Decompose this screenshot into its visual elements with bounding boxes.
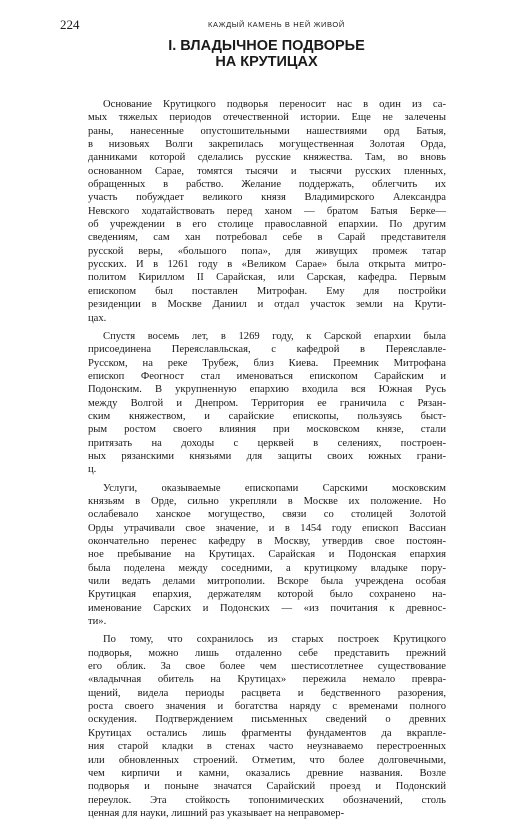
text-line: чем кирпичи и камни, оказались древние названия. Возле xyxy=(88,767,446,779)
text-line: или обновленных строений. Отметим, что более долговечными, xyxy=(88,754,446,766)
text-line: ния старой кладки в стенах часто неузнаваемо перестроенных xyxy=(88,741,446,753)
text-line: Крутицах остались лишь фрагменты фундаментов да вкрапле- xyxy=(88,727,446,739)
page-number: 224 xyxy=(60,17,80,32)
text-line: основанном Сарае, томятся тысячи и тысячи русских пленных, xyxy=(88,165,446,177)
text-line: именование Сарских и Подонских — «из почитания к древнос- xyxy=(88,602,446,614)
text-line: ное пребывание на Крутицах. Сарайская и Подонская епархия xyxy=(88,549,446,561)
text-line: обращенных в рабство. Желание поддержать, облегчить их xyxy=(88,179,446,191)
text-line: ослабевало ханское могущество, связи со столицей Золотой xyxy=(88,509,446,521)
text-line: епископ Феогност стал именоваться епископом Сарайским и xyxy=(88,370,446,382)
text-line: ценная для науки, лишний раз указывает на неправомер- xyxy=(88,807,345,819)
text-line: Подонским. В укрупненную епархию входила вся Южная Русь xyxy=(88,384,446,396)
chapter-title-line-2: НА КРУТИЦАХ xyxy=(215,54,318,70)
text-line: подворья и поныне значатся Сарайский проезд и Подонский xyxy=(88,781,446,793)
text-line: «владычная обитель на Крутицах» пережила немало превра- xyxy=(88,674,446,686)
text-line: Услуги, оказываемые епископами Сарскими московским xyxy=(103,482,446,494)
text-line: мых тяжелых периодов отечественной истории. Еще не залечены xyxy=(88,112,446,124)
text-line: участь побуждает великого князя Владимирского Александра xyxy=(88,192,446,204)
chapter-title xyxy=(60,38,473,70)
text-line: епископом был поставлен Митрофан. Ему для постройки xyxy=(88,285,446,297)
text-line: русской веры, «большого попа», для живущих промеж татар xyxy=(88,245,446,257)
running-head: КАЖДЫЙ КАМЕНЬ В НЕЙ ЖИВОЙ xyxy=(208,20,345,29)
text-line: окончательно перенес кафедру в Москву, утвердив свое постоян- xyxy=(88,536,446,547)
text-line: сведениям, сам хан потребовал себе в Сарай представителя xyxy=(88,232,446,244)
text-line: подворья, можно лишь отдаленно себе представить прежний xyxy=(88,647,446,659)
text-line: между Волгой и Днепром. Территория ее граничила с Рязан- xyxy=(88,397,446,409)
text-line: щений, видела периоды расцвета и бедственного разорения, xyxy=(88,687,446,699)
text-line: чили ведать делами митрополии. Вскоре была учреждена особая xyxy=(88,576,446,588)
text-line: ных рязанскими князьями для защиты своих южных грани- xyxy=(88,450,446,462)
text-line: По тому, что сохранилось из старых построек Крутицкого xyxy=(103,634,446,646)
paragraph xyxy=(88,633,446,820)
text-line: Орды утрачивали свое значение, и в 1454 году епископ Вассиан xyxy=(88,522,446,534)
text-line: князьям в Орде, сильно укрепляли в Москве их положение. Но xyxy=(88,495,446,507)
text-line: резиденции в Москве Даниил и отдал участок земли на Крути- xyxy=(88,299,446,311)
text-line: цах. xyxy=(88,312,107,324)
text-line: Спустя восемь лет, в 1269 году, к Сарской епархии была xyxy=(103,330,446,342)
text-line: ц. xyxy=(88,464,97,476)
paragraph xyxy=(88,482,446,629)
paragraph xyxy=(88,330,446,477)
text-line: ти». xyxy=(88,616,107,628)
text-line: ским княжеством, и сарайские епископы, пользуясь быст- xyxy=(88,410,446,422)
text-line: переулок. Эта стойкость топонимических обозначений, столь xyxy=(88,794,446,806)
text-line: раны, нанесенные опустошительными нашествиями орд Батыя, xyxy=(88,125,446,137)
text-line: его облик. За свое более чем шестисотлетнее существование xyxy=(88,661,446,673)
text-line: Русском, на реке Трубеж, близ Киева. Преемник Митрофана xyxy=(88,357,446,369)
text-line: в низовьях Волги закрепилась могущественная Золотая Орда, xyxy=(88,139,446,151)
text-line: притязать на доходы с церквей в селениях, построен- xyxy=(88,437,446,449)
text-line: Невского ходатайствовать перед ханом — братом Батыя Берке— xyxy=(88,205,446,217)
paragraph xyxy=(88,98,446,325)
text-line: была поделена между соседними, а крутицкому владыке пору- xyxy=(88,562,446,574)
text-line: данниками которой сделались русские княжества. Там, во вновь xyxy=(88,152,446,164)
text-line: рым ростом своего влияния при московском князе, стали xyxy=(88,424,446,436)
text-line: русских. И в 1261 году в «Великом Сарае» была открыта митро- xyxy=(88,259,446,271)
body-text xyxy=(88,98,446,820)
chapter-title-line-1: I. ВЛАДЫЧНОЕ ПОДВОРЬЕ xyxy=(168,38,365,54)
text-line: роста своего значения и богатства наряду с временами полного xyxy=(88,701,446,713)
text-line: политом Кириллом II Сарайская, или Сарская, кафедра. Первым xyxy=(88,272,446,284)
text-line: об учреждении в его столице православной епархии. По другим xyxy=(88,219,446,231)
text-line: оскудения. Подтверждением письменных сведений о древних xyxy=(88,714,446,726)
text-line: Крутицкая епархия, держателям которой было сохранено на- xyxy=(88,589,446,601)
text-line: присоединена Переяславльская, с кафедрой в Переяславле- xyxy=(88,344,446,356)
text-line: Основание Крутицкого подворья переносит нас в один из са- xyxy=(103,99,446,110)
